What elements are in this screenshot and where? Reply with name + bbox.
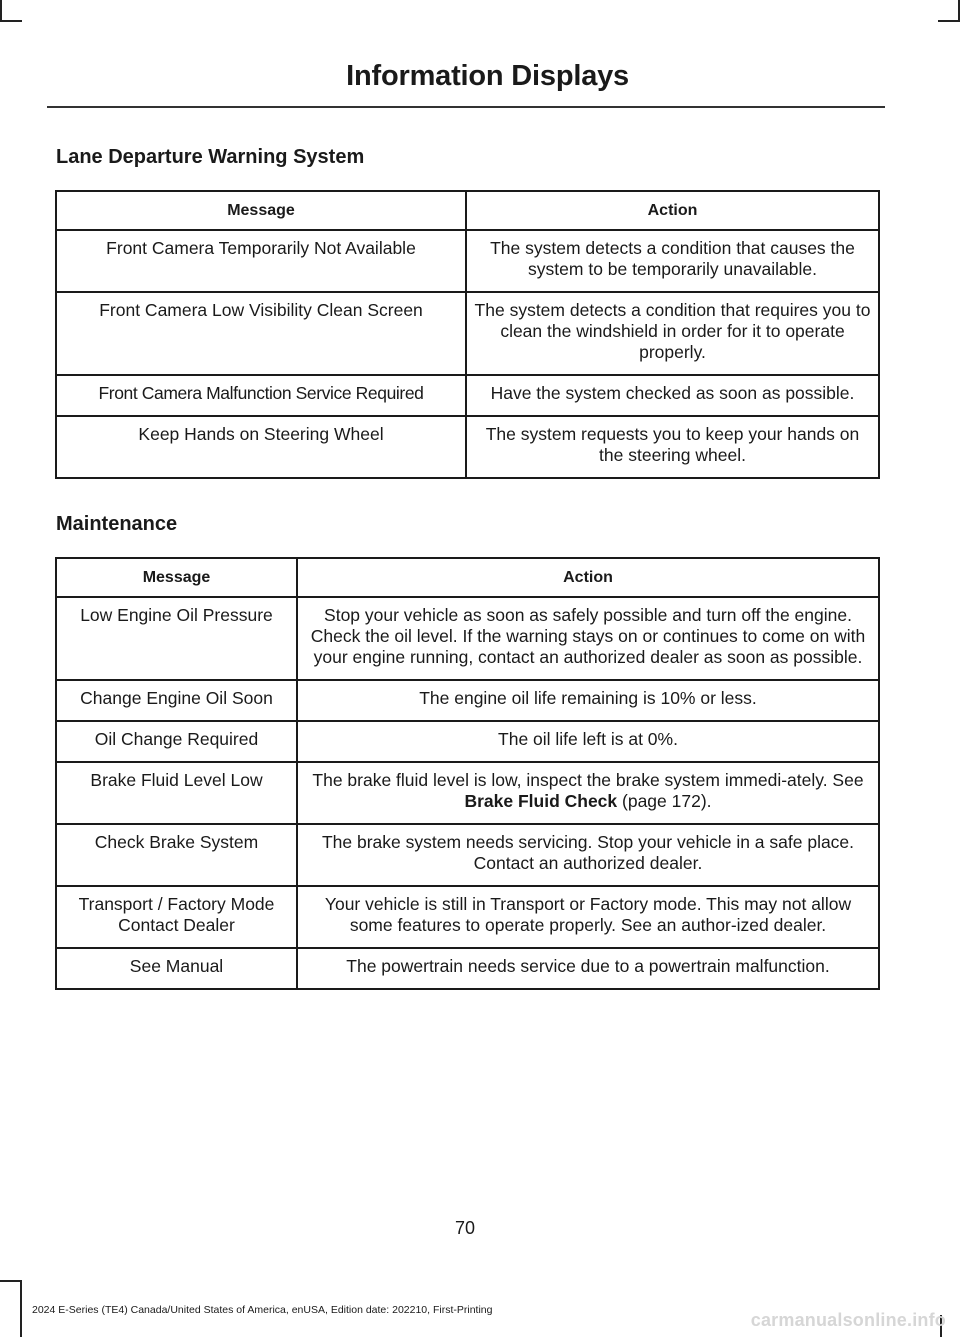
crop-mark bbox=[0, 0, 2, 22]
maintenance-section-title: Maintenance bbox=[56, 513, 178, 535]
watermark: carmanualsonline.info bbox=[750, 1310, 946, 1330]
message-cell: Low Engine Oil Pressure bbox=[56, 597, 297, 680]
table-row bbox=[56, 375, 879, 416]
action-cell: The engine oil life remaining is 10% or less. bbox=[297, 680, 879, 721]
message-cell: Oil Change Required bbox=[56, 721, 297, 762]
table-row bbox=[56, 230, 879, 292]
action-cell: Your vehicle is still in Transport or Factory mode. This may not allow some features to operate properly. See an author-ized dealer. bbox=[297, 886, 879, 948]
message-column-header: Message bbox=[56, 191, 466, 230]
table-row bbox=[56, 948, 879, 989]
crop-mark bbox=[0, 1280, 22, 1282]
table-row bbox=[56, 886, 879, 948]
message-cell: Check Brake System bbox=[56, 824, 297, 886]
lane-departure-section-title: Lane Departure Warning System bbox=[56, 146, 365, 168]
action-cell: The powertrain needs service due to a powertrain malfunction. bbox=[297, 948, 879, 989]
lane-departure-table bbox=[55, 190, 880, 479]
action-text: The brake fluid level is low, inspect the brake system immedi-ately. See bbox=[312, 770, 864, 790]
brake-fluid-check-link[interactable]: Brake Fluid Check bbox=[464, 791, 618, 811]
message-cell: See Manual bbox=[56, 948, 297, 989]
action-column-header: Action bbox=[297, 558, 879, 597]
table-row bbox=[56, 292, 879, 375]
message-column-header: Message bbox=[56, 558, 297, 597]
header-divider bbox=[47, 106, 885, 108]
table-row bbox=[56, 721, 879, 762]
action-cell: The brake system needs servicing. Stop your vehicle in a safe place. Contact an authorized dealer. bbox=[297, 824, 879, 886]
message-cell: Change Engine Oil Soon bbox=[56, 680, 297, 721]
maintenance-table bbox=[55, 557, 880, 990]
crop-mark bbox=[20, 1280, 22, 1337]
action-cell: Have the system checked as soon as possible. bbox=[466, 375, 879, 416]
crop-mark bbox=[0, 20, 22, 22]
table-row bbox=[56, 824, 879, 886]
message-cell: Keep Hands on Steering Wheel bbox=[56, 416, 466, 478]
message-cell: Front Camera Malfunction Service Required bbox=[56, 375, 466, 416]
page-reference: (page 172). bbox=[617, 791, 712, 811]
message-cell: Front Camera Low Visibility Clean Screen bbox=[56, 292, 466, 375]
table-header-row bbox=[56, 191, 879, 230]
action-column-header: Action bbox=[466, 191, 879, 230]
action-cell: The oil life left is at 0%. bbox=[297, 721, 879, 762]
table-row bbox=[56, 680, 879, 721]
page-number: 70 bbox=[454, 1218, 476, 1238]
table-row bbox=[56, 416, 879, 478]
action-cell: The system detects a condition that requires you to clean the windshield in order for it to operate properly. bbox=[466, 292, 879, 375]
message-cell: Transport / Factory Mode Contact Dealer bbox=[56, 886, 297, 948]
page-title: Information Displays bbox=[346, 60, 629, 92]
crop-mark bbox=[938, 20, 960, 22]
table-header-row bbox=[56, 558, 879, 597]
action-cell: The system requests you to keep your hands on the steering wheel. bbox=[466, 416, 879, 478]
action-cell: The system detects a condition that causes the system to be temporarily unavailable. bbox=[466, 230, 879, 292]
table-row bbox=[56, 597, 879, 680]
message-cell: Brake Fluid Level Low bbox=[56, 762, 297, 824]
table-row bbox=[56, 762, 879, 824]
action-cell: Stop your vehicle as soon as safely possible and turn off the engine. Check the oil level. If the warning stays on or continues to come on with your engine running, contact an authorized dealer as soon as possible. bbox=[297, 597, 879, 680]
message-cell: Front Camera Temporarily Not Available bbox=[56, 230, 466, 292]
action-cell bbox=[297, 762, 879, 824]
footer-edition-text: 2024 E-Series (TE4) Canada/United States of America, enUSA, Edition date: 202210, First-Printing bbox=[32, 1304, 493, 1316]
